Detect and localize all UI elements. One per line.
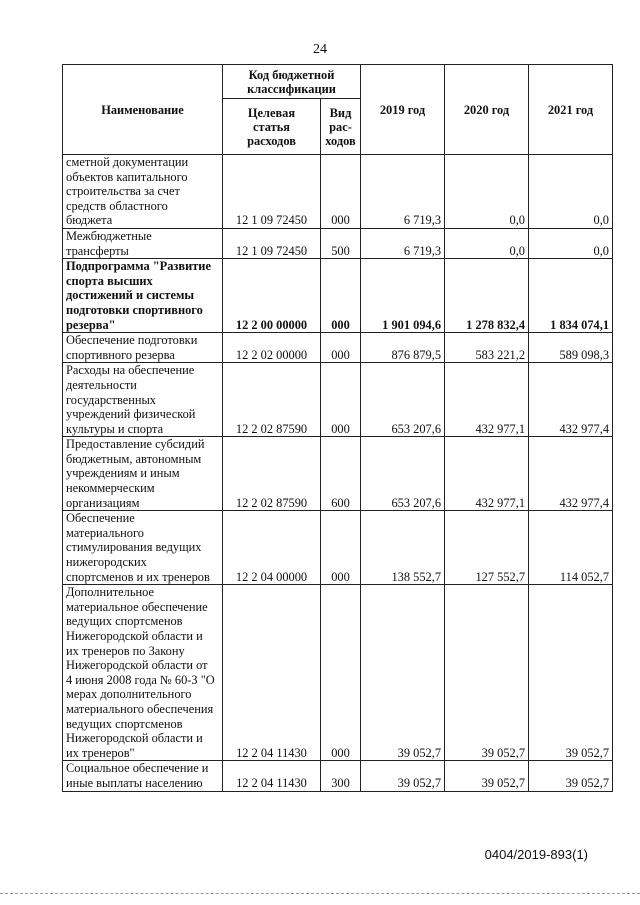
table-row	[63, 155, 613, 229]
row-name: сметной документации объектов капитального строительства за счет средств областного бюджета	[63, 155, 223, 229]
header-name: Наименование	[63, 65, 223, 155]
row-value-2020: 0,0	[445, 228, 529, 258]
row-value-2020: 39 052,7	[445, 761, 529, 791]
row-expense-type: 000	[321, 333, 361, 363]
row-target-article: 12 2 04 00000	[223, 511, 321, 585]
row-value-2019: 138 552,7	[361, 511, 445, 585]
row-value-2021: 1 834 074,1	[529, 259, 613, 333]
table-row	[63, 333, 613, 363]
row-expense-type: 000	[321, 585, 361, 761]
row-value-2021: 589 098,3	[529, 333, 613, 363]
row-value-2020: 1 278 832,4	[445, 259, 529, 333]
row-name: Дополнительное материальное обеспечение ведущих спортсменов Нижегородской области и их тренеров по Закону Нижегородской области от 4 июня 2008 года № 60-З "О мерах дополнительного материального обеспечения ведущих спортсменов Нижегородской области и их тренеров"	[63, 585, 223, 761]
row-name: Обеспечение материального стимулирования ведущих нижегородских спортсменов и их тренеров	[63, 511, 223, 585]
row-name: Социальное обеспечение и иные выплаты населению	[63, 761, 223, 791]
row-value-2019: 39 052,7	[361, 761, 445, 791]
row-value-2021: 432 977,4	[529, 437, 613, 511]
row-target-article: 12 1 09 72450	[223, 155, 321, 229]
row-value-2020: 0,0	[445, 155, 529, 229]
row-expense-type: 600	[321, 437, 361, 511]
row-name: Межбюджетные трансферты	[63, 228, 223, 258]
row-value-2019: 39 052,7	[361, 585, 445, 761]
table-row	[63, 259, 613, 333]
row-value-2021: 0,0	[529, 228, 613, 258]
row-name: Расходы на обеспечение деятельности государственных учреждений физической культуры и спорта	[63, 363, 223, 437]
table-row	[63, 585, 613, 761]
row-expense-type: 000	[321, 363, 361, 437]
row-value-2021: 0,0	[529, 155, 613, 229]
header-classification: Код бюджетной классификации	[223, 65, 361, 99]
table-row	[63, 761, 613, 791]
row-value-2020: 39 052,7	[445, 585, 529, 761]
table-row	[63, 363, 613, 437]
header-expense-type: Вид рас- ходов	[321, 99, 361, 155]
row-value-2019: 6 719,3	[361, 155, 445, 229]
table-row	[63, 437, 613, 511]
row-value-2019: 653 207,6	[361, 437, 445, 511]
row-target-article: 12 2 02 87590	[223, 437, 321, 511]
budget-table	[62, 64, 613, 792]
row-value-2019: 653 207,6	[361, 363, 445, 437]
row-value-2021: 114 052,7	[529, 511, 613, 585]
header-2021: 2021 год	[529, 65, 613, 155]
row-value-2019: 6 719,3	[361, 228, 445, 258]
row-target-article: 12 2 04 11430	[223, 585, 321, 761]
row-target-article: 12 2 02 00000	[223, 333, 321, 363]
row-value-2021: 39 052,7	[529, 761, 613, 791]
page-bottom-rule	[0, 893, 640, 894]
row-value-2020: 127 552,7	[445, 511, 529, 585]
row-value-2020: 432 977,1	[445, 437, 529, 511]
table-row	[63, 511, 613, 585]
row-target-article: 12 1 09 72450	[223, 228, 321, 258]
row-value-2021: 39 052,7	[529, 585, 613, 761]
row-expense-type: 000	[321, 511, 361, 585]
row-expense-type: 000	[321, 155, 361, 229]
document-id: 0404/2019-893(1)	[484, 847, 588, 862]
row-target-article: 12 2 04 11430	[223, 761, 321, 791]
row-expense-type: 000	[321, 259, 361, 333]
header-target-article: Целевая статья расходов	[223, 99, 321, 155]
row-value-2021: 432 977,4	[529, 363, 613, 437]
row-expense-type: 300	[321, 761, 361, 791]
row-name: Подпрограмма "Развитие спорта высших достижений и системы подготовки спортивного резерва"	[63, 259, 223, 333]
row-value-2020: 583 221,2	[445, 333, 529, 363]
row-name: Предоставление субсидий бюджетным, автономным учреждениям и иным некоммерческим организациям	[63, 437, 223, 511]
row-value-2020: 432 977,1	[445, 363, 529, 437]
row-value-2019: 1 901 094,6	[361, 259, 445, 333]
row-name: Обеспечение подготовки спортивного резерва	[63, 333, 223, 363]
row-target-article: 12 2 00 00000	[223, 259, 321, 333]
header-2020: 2020 год	[445, 65, 529, 155]
table-row	[63, 228, 613, 258]
header-2019: 2019 год	[361, 65, 445, 155]
row-target-article: 12 2 02 87590	[223, 363, 321, 437]
row-expense-type: 500	[321, 228, 361, 258]
row-value-2019: 876 879,5	[361, 333, 445, 363]
page-number: 24	[313, 42, 327, 57]
